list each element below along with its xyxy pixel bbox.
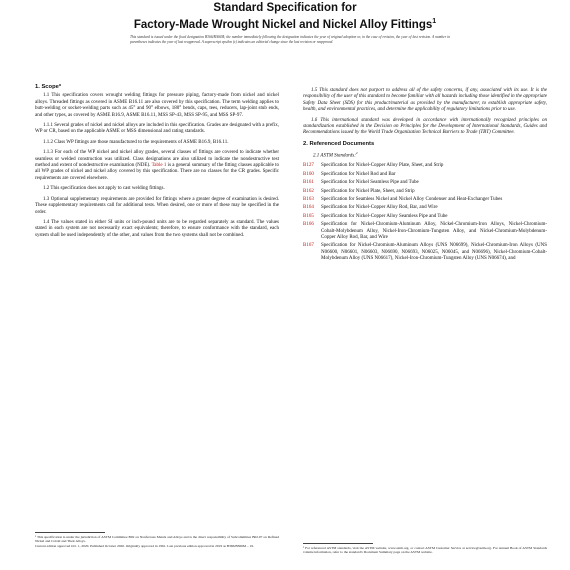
referenced-documents-list bbox=[303, 163, 547, 262]
title-footnote-mark: 1 bbox=[432, 18, 437, 25]
reference-item bbox=[303, 180, 547, 186]
scope-heading: 1. Scope* bbox=[35, 84, 62, 90]
footnote-rule-left bbox=[35, 532, 105, 533]
reference-code-link[interactable]: B127 bbox=[303, 163, 314, 169]
footnote-1 bbox=[35, 535, 279, 548]
reference-title: Specification for Nickel-Copper Alloy Seamless Pipe and Tube bbox=[321, 213, 448, 219]
paragraph-1-1-2: 1.1.2 Class WP fittings are those manufactured to the requirements of ASME B16.9, B16.11. bbox=[43, 139, 229, 145]
reference-code-link[interactable]: B164 bbox=[303, 205, 314, 211]
paragraph-1-1-1: 1.1.1 Several grades of nickel and nickel alloys are included in this specification. Grades are designated with a prefix, WP or CR, based on the applicable ASME or MSS dimensional and rating standards. bbox=[35, 123, 279, 135]
reference-title: Specification for Nickel-Chromium-Aluminum Alloys (UNS N06699), Nickel-Chromium-Iron Alloys (UNS N06600, N06601, N06603, N06690, N06693, N06025, N06045, and N06696), Nickel-Chromium-Cobalt-Molybdenum Alloy (UNS N06617), Nickel-Iron-Chromium-Tungsten Alloy (UNS N06674), and bbox=[321, 243, 547, 262]
paragraph-1-1-3-text-b: is a general summary of the fitting classes applicable to all WP grades of nickel and nickel alloy covered by this specification. There are no classes for the CR grades. Specific requirements are covered elsewhere. bbox=[35, 163, 279, 181]
reference-item bbox=[303, 243, 547, 262]
reference-item bbox=[303, 222, 547, 241]
paragraph-1-3: 1.3 Optional supplementary requirements are provided for fittings where a greater degree of examination is desired. These supplementary requirements call for additional tests. When desired, one or more of these may be specified in the order. bbox=[35, 196, 279, 215]
reference-title: Specification for Nickel Plate, Sheet, and Strip bbox=[321, 188, 415, 194]
reference-title: Specification for Nickel-Chromium-Aluminum Alloy, Nickel-Chromium-Iron Alloys, Nickel-Chromium-Cobalt-Molybdenum Alloy, Nickel-Iron-Chromium-Tungsten Alloy, and Nickel-Chromium-Molybdenum-Copper Alloy Rod, Bar, and Wire bbox=[321, 222, 547, 240]
reference-item bbox=[303, 197, 547, 203]
reference-item bbox=[303, 172, 547, 178]
title-line-2: Factory-Made Wrought Nickel and Nickel Alloy Fittings bbox=[133, 18, 433, 31]
reference-title: Specification for Nickel-Copper Alloy Rod, Bar, and Wire bbox=[321, 205, 438, 211]
paragraph-1-2: 1.2 This specification does not apply to cast welding fittings. bbox=[43, 186, 165, 192]
paragraph-1-1: 1.1 This specification covers wrought welding fittings for pressure piping, factory-made from nickel and nickel alloys. Threaded fittings as covered in ASME B16.11 are also covered by this specification. The term welding applies to butt-welding or socket-welding parts such as 45° and 90° elbows, 180° bends, caps, tees, reducers, lap-joint stub ends, and other types, as covered by ASME B16.9, ASME B16.11, MSS SP-43, MSS SP-95, and MSS SP-97. bbox=[35, 93, 279, 118]
paragraph-1-1-3 bbox=[35, 150, 279, 182]
reference-title: Specification for Nickel Seamless Pipe and Tube bbox=[321, 180, 419, 186]
reference-title: Specification for Nickel Rod and Bar bbox=[321, 171, 396, 177]
paragraph-1-6 bbox=[303, 118, 547, 137]
left-column bbox=[35, 80, 279, 243]
astm-standards-subheading bbox=[313, 150, 547, 160]
reference-title: Specification for Seamless Nickel and Nickel Alloy Condenser and Heat-Exchanger Tubes bbox=[321, 196, 503, 202]
designation-preamble: This standard is issued under the fixed designation B366/B366M; the number immediately following the designation indicates the year of original adoption or, in the case of revision, the year of last revision. A number in parentheses indicates the year of last reapproval. A superscript epsilon (ε) indicates an editorial change since the last revision or reapproval. bbox=[130, 35, 450, 44]
reference-code-link[interactable]: B162 bbox=[303, 188, 314, 194]
right-column bbox=[303, 88, 547, 265]
paragraph-1-5: 1.5 This standard does not purport to address all of the safety concerns, if any, associated with its use. It is the responsibility of the user of this standard to become familiar with all hazards including those identified in the appropriate Safety Data Sheet (SDS) for this product/material as provided by the manufacturer, to establish appropriate safety, health, and environmental practices, and determine the applicability of regulatory limitations prior to use. bbox=[303, 88, 547, 113]
astm-standards-label: 2.1 ASTM Standards: bbox=[313, 153, 356, 159]
table-1-link[interactable]: Table 1 bbox=[151, 163, 167, 169]
document-title bbox=[0, 2, 570, 32]
reference-code-link[interactable]: B163 bbox=[303, 196, 314, 202]
reference-code-link[interactable]: B166 bbox=[303, 222, 314, 228]
astm-standards-footnote-mark: 2 bbox=[355, 151, 358, 156]
reference-code-link[interactable]: B161 bbox=[303, 180, 314, 186]
reference-code-link[interactable]: B165 bbox=[303, 213, 314, 219]
reference-item bbox=[303, 214, 547, 220]
reference-title: Specification for Nickel-Copper Alloy Plate, Sheet, and Strip bbox=[321, 163, 444, 169]
reference-code-link[interactable]: B160 bbox=[303, 171, 314, 177]
footnote-1-edition: Current edition approved Oct. 1, 2020. Published October 2020. Originally approved in 1961. Last previous edition approved in 2019 as B366/B366M – 19. bbox=[35, 543, 254, 548]
reference-item bbox=[303, 189, 547, 195]
paragraph-1-4: 1.4 The values stated in either SI units or inch-pound units are to be regarded separately as standard. The values stated in each system are not necessarily exact equivalents; therefore, to ensure conformance with the standard, each system shall be used independently of the other, and values from the two systems shall not be combined. bbox=[35, 219, 279, 238]
reference-item bbox=[303, 163, 547, 169]
footnote-2: ² For referenced ASTM standards, visit the ASTM website, www.astm.org, or contact ASTM Customer Service at service@astm.org. For Annual Book of ASTM Standards volume information, refer to the standard's Document Summary page on the ASTM website. bbox=[303, 546, 547, 555]
title-line-1: Standard Specification for bbox=[213, 2, 357, 14]
footnote-rule-right bbox=[303, 543, 373, 544]
paragraph-1-6-text: 1.6 This international standard was developed in accordance with internationally recognized principles on standardization established in the Decision on Principles for the Development of International Standards, Guides and Recommendations issued by the World Trade Organization Technical Barriers to Trade (TBT) Committee. bbox=[303, 117, 547, 136]
reference-code-link[interactable]: B167 bbox=[303, 243, 314, 249]
footnote-1-text: ¹ This specification is under the jurisdiction of ASTM Committee B02 on Nonferrous Metals and Alloys and is the direct responsibility of Subcommittee B02.07 on Refined Nickel and Cobalt and Their Alloys. bbox=[35, 535, 279, 544]
paragraph-1-1-3-text-a: 1.1.3 For each of the WP nickel and nickel alloy grades, several classes of fittings are covered to indicate whether seamless or welded construction was utilized. Class designations are also utilized to indicate the nondestructive test method and extent of nondestructive examination (NDE). bbox=[35, 150, 279, 169]
reference-item bbox=[303, 205, 547, 211]
referenced-documents-heading: 2. Referenced Documents bbox=[303, 140, 375, 147]
